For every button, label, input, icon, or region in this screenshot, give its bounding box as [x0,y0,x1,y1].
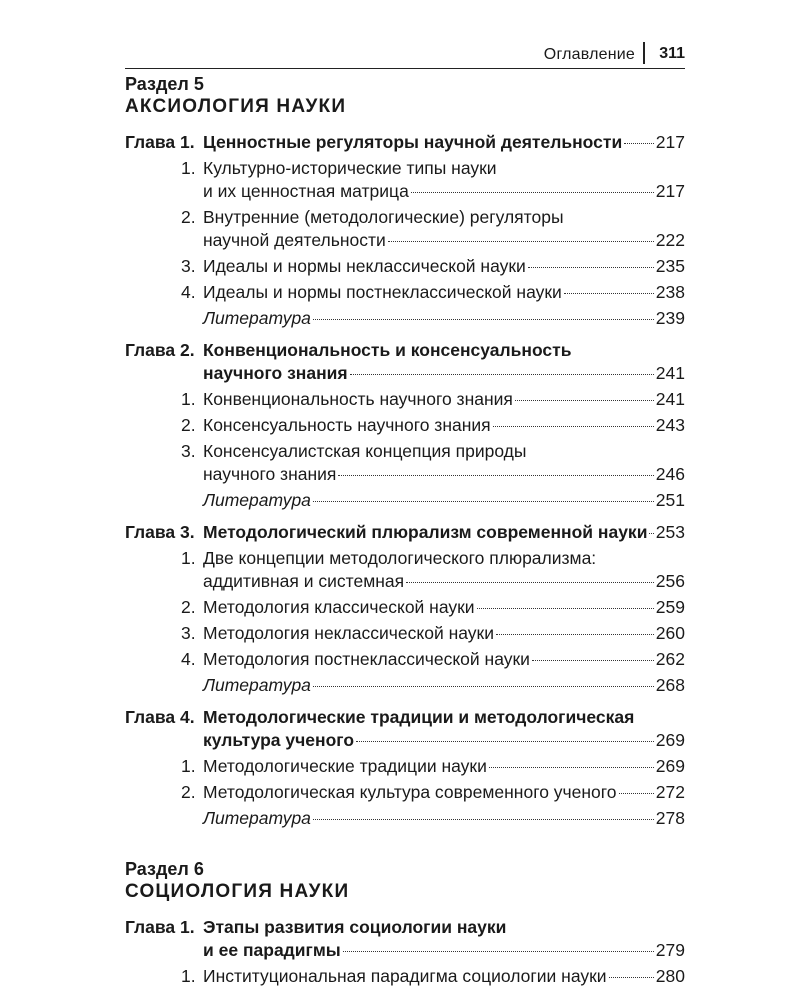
item-label [125,388,203,411]
entry-title-line: Методология неклассической науки [203,623,494,643]
entry-title-lastline [203,229,685,252]
dot-leader [313,686,654,687]
item-label [125,206,203,229]
entry-title-line: научного знания [203,363,348,383]
dot-leader [609,977,654,978]
page-number: 260 [655,623,685,643]
dot-leader [350,374,654,375]
toc-item[interactable] [125,440,685,486]
chapter-label: Глава 4. [125,707,195,727]
chapter-text [203,339,685,385]
entry-title-line: культура ученого [203,730,355,750]
entry-title-lastline [203,965,685,988]
running-head-separator [643,42,645,64]
toc-item[interactable] [125,255,685,278]
entry-title-lastline [203,131,685,154]
entry-title-lastline [203,521,685,544]
entry-title-line: научной деятельности [203,230,386,250]
entry-title-line: Методология постнеклассической науки [203,649,530,669]
entry-title-line: аддитивная и системная [203,571,405,591]
entry-title-line: Две концепции методологического плюрализма: [203,548,597,568]
page-number: 243 [655,415,685,435]
entry-title-lastline [203,648,685,671]
entry-title-lastline [203,755,685,778]
dot-leader [477,608,654,609]
page-number: 239 [655,308,685,328]
entry-title-lastline [203,596,685,619]
dot-leader [406,582,654,583]
page-number: 253 [655,522,685,542]
page-number: 256 [655,571,685,591]
running-head [125,40,685,69]
entry-title-lastline [203,414,685,437]
item-text [203,965,685,988]
literature-entry[interactable] [125,807,685,830]
item-number: 4. [181,649,196,669]
chapter-block [125,521,685,697]
item-label [125,547,203,570]
page-number: 251 [655,490,685,510]
page-number: 217 [655,181,685,201]
dot-leader [411,192,654,193]
item-number: 2. [181,415,196,435]
dot-leader [313,819,654,820]
entry-title-lastline [203,622,685,645]
item-text [203,206,685,252]
entry-title-lastline [203,388,685,411]
entry-title-lastline [203,307,685,330]
item-number: 2. [181,782,196,802]
chapter-block [125,706,685,830]
chapter-block [125,339,685,512]
page-number: 235 [655,256,685,276]
item-label [125,281,203,304]
entry-title-lastline [203,255,685,278]
item-label [125,622,203,645]
item-label [125,414,203,437]
page-number: 259 [655,597,685,617]
toc-item[interactable] [125,965,685,988]
item-number: 1. [181,756,196,776]
toc-item[interactable] [125,281,685,304]
chapter-text [203,916,685,962]
toc-item[interactable] [125,547,685,593]
dot-leader [515,400,654,401]
dot-leader [388,241,654,242]
chapter-label: Глава 1. [125,917,195,937]
entry-title-line: Идеалы и нормы постнеклассической науки [203,282,562,302]
literature-entry[interactable] [125,674,685,697]
toc-item[interactable] [125,157,685,203]
section-title: СОЦИОЛОГИЯ НАУКИ [125,881,350,902]
lit-text [203,489,685,512]
entry-title-line: Конвенциональность и консенсуальность [203,340,572,360]
dot-leader [496,634,654,635]
entry-title-lastline [203,939,685,962]
lit-text [203,307,685,330]
entry-title-lastline [203,807,685,830]
page-number: 238 [655,282,685,302]
chapter-entry[interactable] [125,339,685,385]
entry-title-line: Идеалы и нормы неклассической науки [203,256,526,276]
entry-title-line: Консенсуалистская концепция природы [203,441,527,461]
toc-item[interactable] [125,648,685,671]
running-head-title: Оглавление [543,46,635,63]
item-text [203,414,685,437]
chapter-entry[interactable] [125,706,685,752]
toc-item[interactable] [125,755,685,778]
dot-leader [493,426,654,427]
entry-title-line: Литература [203,490,311,510]
entry-title-lastline [203,729,685,752]
item-text [203,281,685,304]
item-text [203,781,685,804]
item-number: 2. [181,597,196,617]
section-title: АКСИОЛОГИЯ НАУКИ [125,96,347,117]
entry-title-line: Методологический плюрализм современной науки [203,522,648,542]
dot-leader [356,741,654,742]
item-text [203,388,685,411]
entry-title-line: Ценностные регуляторы научной деятельности [203,132,623,152]
dot-leader [313,501,654,502]
chapter-entry[interactable] [125,131,685,154]
item-label [125,755,203,778]
dot-leader [619,793,654,794]
dot-leader [343,951,654,952]
dot-leader [624,143,654,144]
item-label [125,596,203,619]
page-number: 241 [655,389,685,409]
item-text [203,547,685,593]
item-text [203,157,685,203]
entry-title-line: Этапы развития социологии науки [203,917,507,937]
dot-leader [313,319,654,320]
dot-leader [532,660,654,661]
entry-title-line: и ее парадигмы [203,940,341,960]
table-of-contents [125,73,685,988]
entry-title-lastline [203,463,685,486]
literature-entry[interactable] [125,307,685,330]
page-number: 278 [655,808,685,828]
dot-leader [649,533,653,534]
entry-title-line: Методологическая культура современного ученого [203,782,617,802]
item-number: 2. [181,207,196,227]
page-number: 279 [655,940,685,960]
entry-title-line: Методология классической науки [203,597,475,617]
entry-title-lastline [203,281,685,304]
item-text [203,755,685,778]
chapter-block [125,916,685,988]
page-number: 269 [655,730,685,750]
toc-item[interactable] [125,414,685,437]
page-number: 268 [655,675,685,695]
lit-text [203,807,685,830]
page-number: 222 [655,230,685,250]
toc-section [125,73,685,830]
section-label: Раздел 5 [125,74,204,94]
item-text [203,622,685,645]
chapter-block [125,131,685,330]
item-text [203,440,685,486]
dot-leader [528,267,654,268]
entry-title-line: Культурно-исторические типы науки [203,158,497,178]
page-number: 241 [655,363,685,383]
toc-item[interactable] [125,388,685,411]
page-number: 262 [655,649,685,669]
entry-title-lastline [203,781,685,804]
chapter-text [203,706,685,752]
entry-title-line: Литература [203,808,311,828]
item-label [125,440,203,463]
entry-title-line: Литература [203,675,311,695]
section-label: Раздел 6 [125,859,204,879]
entry-title-lastline [203,489,685,512]
toc-page [125,40,685,988]
item-text [203,596,685,619]
item-number: 3. [181,256,196,276]
entry-title-lastline [203,180,685,203]
entry-title-line: научного знания [203,464,337,484]
dot-leader [489,767,654,768]
dot-leader [338,475,653,476]
item-label [125,965,203,988]
item-label [125,157,203,180]
entry-title-line: Методологические традиции и методологическая [203,707,635,727]
entry-title-lastline [203,674,685,697]
page-number: 272 [655,782,685,802]
entry-title-line: и их ценностная матрица [203,181,409,201]
item-number: 3. [181,623,196,643]
item-number: 1. [181,966,196,986]
entry-title-line: Методологические традиции науки [203,756,487,776]
dot-leader [564,293,654,294]
entry-title-lastline [203,570,685,593]
chapter-entry[interactable] [125,521,685,544]
item-label [125,648,203,671]
item-label [125,255,203,278]
toc-item[interactable] [125,596,685,619]
page-number: 217 [655,132,685,152]
lit-text [203,674,685,697]
chapter-text [203,131,685,154]
chapter-label: Глава 3. [125,522,195,542]
page-number: 269 [655,756,685,776]
item-number: 4. [181,282,196,302]
literature-entry[interactable] [125,489,685,512]
page-number: 280 [655,966,685,986]
entry-title-lastline [203,362,685,385]
running-head-page-number: 311 [659,45,685,62]
entry-title-line: Институциональная парадигма социологии науки [203,966,607,986]
toc-item[interactable] [125,206,685,252]
entry-title-line: Конвенциональность научного знания [203,389,513,409]
item-number: 1. [181,548,196,568]
page-number: 246 [655,464,685,484]
chapter-label: Глава 1. [125,132,195,152]
item-text [203,255,685,278]
toc-item[interactable] [125,622,685,645]
entry-title-line: Внутренние (методологические) регуляторы [203,207,564,227]
chapter-entry[interactable] [125,916,685,962]
entry-title-line: Консенсуальность научного знания [203,415,491,435]
item-text [203,648,685,671]
toc-section [125,858,685,988]
chapter-text [203,521,685,544]
chapter-label: Глава 2. [125,340,195,360]
entry-title-line: Литература [203,308,311,328]
item-number: 1. [181,158,196,178]
item-number: 1. [181,389,196,409]
item-number: 3. [181,441,196,461]
item-label [125,781,203,804]
toc-item[interactable] [125,781,685,804]
